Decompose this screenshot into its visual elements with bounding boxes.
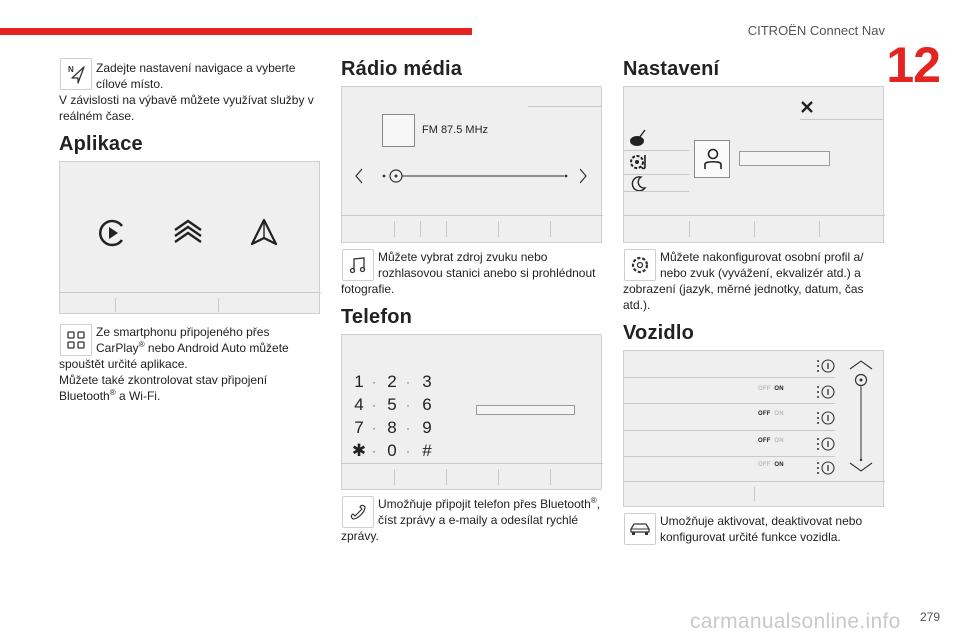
radio-tab-divider	[498, 221, 499, 237]
phone-handset-icon	[348, 502, 368, 522]
display-palette-icon	[628, 129, 648, 147]
telefon-text-line-1: Umožňuje připojit telefon přes Bluetooth®,	[378, 496, 601, 511]
dialpad-separator: ·	[372, 375, 376, 389]
dialpad-separator: ·	[372, 444, 376, 458]
nav-intro-line-1: Zadejte nastavení navigace a vyberte	[96, 61, 296, 75]
function-options-info-icon	[815, 384, 835, 400]
function-options-info-icon	[815, 358, 835, 374]
radio-tab-divider	[550, 221, 551, 237]
function-toggle-3: OFF ON	[758, 438, 784, 444]
vozidlo-row-divider	[624, 456, 835, 457]
function-options-info-icon	[815, 410, 835, 426]
navigation-north-arrow-icon	[65, 63, 87, 85]
radio-tab-divider	[420, 221, 421, 237]
nastaveni-text-line-4: atd.).	[623, 298, 651, 312]
dialpad-separator: ·	[372, 421, 376, 435]
nastaveni-screen-divider	[624, 215, 885, 216]
aplikace-text-line-3: spouštět určité aplikace.	[59, 357, 188, 371]
music-note-icon	[348, 255, 368, 275]
aplikace-text-line-1: Ze smartphonu připojeného přes	[96, 325, 270, 339]
dialpad-key-8: 8	[387, 418, 397, 437]
dialpad-key-0: 0	[387, 441, 397, 460]
dialpad-key-2: 2	[387, 372, 397, 391]
radio-screen-divider	[342, 215, 603, 216]
nastaveni-tab-divider	[819, 221, 820, 237]
radio-frequency-slider	[354, 167, 594, 185]
dialpad-key-7: 7	[354, 418, 364, 437]
dialpad-key-star: ✱	[351, 441, 367, 460]
vozidlo-screen	[623, 350, 884, 507]
vehicle-car-icon	[628, 519, 652, 539]
radio-text-line-1: Můžete vybrat zdroj zvuku nebo	[378, 250, 548, 264]
dialpad-separator: ·	[406, 398, 410, 412]
header-red-bar	[0, 28, 472, 35]
profile-tile	[694, 140, 730, 178]
phone-icon-box	[342, 496, 374, 528]
vozidlo-tab-divider	[754, 487, 755, 501]
section-title-telefon: Telefon	[341, 306, 413, 328]
nav-intro-line-4: reálném čase.	[59, 109, 135, 123]
section-title-nastaveni: Nastavení	[623, 58, 720, 80]
function-toggle-1: OFF ON	[758, 386, 784, 392]
dialpad-separator: ·	[406, 444, 410, 458]
dialpad-key-5: 5	[387, 395, 397, 414]
applications-icon-box	[60, 324, 92, 356]
navigation-icon-box	[60, 58, 92, 90]
telefon-tab-divider	[446, 469, 447, 485]
telefon-screen-divider	[342, 463, 603, 464]
vertical-scroll-slider	[848, 359, 874, 473]
radio-top-line	[528, 106, 602, 107]
aplikace-screen	[59, 161, 320, 314]
aplikace-tab-divider	[115, 298, 116, 312]
nav-intro-line-2: cílové místo.	[96, 77, 164, 91]
user-profile-icon	[703, 148, 723, 170]
radio-text-line-3: fotografie.	[341, 282, 395, 296]
dialpad-key-9: 9	[422, 418, 432, 437]
function-toggle-4: OFF ON	[758, 462, 784, 468]
nastaveni-tab-divider	[754, 221, 755, 237]
nastaveni-top-line	[800, 119, 884, 120]
dialpad-separator: ·	[406, 375, 410, 389]
nastaveni-screen	[623, 86, 884, 243]
vozidlo-row-divider	[624, 403, 835, 404]
nastaveni-text-line-1: Můžete nakonfigurovat osobní profil a/	[660, 250, 864, 264]
music-icon-box	[342, 249, 374, 281]
dialpad-key-4: 4	[354, 395, 364, 414]
radio-screen	[341, 86, 602, 243]
page-number: 279	[919, 610, 940, 624]
radio-station-frequency: FM 87.5 MHz	[422, 124, 489, 136]
nastaveni-text-line-2: nebo zvuk (vyvážení, ekvalizér atd.) a	[660, 266, 861, 280]
settings-gear-icon	[629, 254, 651, 276]
section-title-aplikace: Aplikace	[59, 133, 143, 155]
nav-intro-line-3: V závislosti na výbavě můžete využívat služby v	[59, 93, 314, 107]
telefon-tab-divider	[498, 469, 499, 485]
dialpad-key-3: 3	[422, 372, 432, 391]
aplikace-screen-divider	[60, 292, 321, 293]
watermark-text: carmanualsonline.info	[690, 610, 901, 633]
settings-icon-box	[624, 249, 656, 281]
section-title-vozidlo: Vozidlo	[623, 322, 695, 344]
vozidlo-text-line-2: konfigurovat určité funkce vozidla.	[660, 530, 841, 544]
vozidlo-screen-divider	[624, 481, 885, 482]
radio-tab-divider	[446, 221, 447, 237]
function-options-info-icon	[815, 460, 835, 476]
telefon-text-line-2: číst zprávy a e-maily a odesílat rychlé	[378, 513, 579, 527]
dialpad-separator: ·	[406, 421, 410, 435]
dialpad-key-6: 6	[422, 395, 432, 414]
citroen-chevrons-icon	[171, 217, 205, 249]
telefon-tab-divider	[394, 469, 395, 485]
vozidlo-row-divider	[624, 430, 835, 431]
vozidlo-text-line-1: Umožňuje aktivovat, deaktivovat nebo	[660, 514, 863, 528]
telefon-tab-divider	[550, 469, 551, 485]
applications-grid-icon	[66, 330, 86, 350]
aplikace-text-line-2: CarPlay® nebo Android Auto můžete	[96, 340, 289, 355]
dialpad-separator: ·	[372, 398, 376, 412]
phone-number-field	[476, 405, 575, 415]
svg-text:N: N	[68, 65, 74, 74]
nastaveni-text-line-3: zobrazení (jazyk, měrné jednotky, datum, čas	[623, 282, 864, 296]
dialpad-key-1: 1	[354, 372, 364, 391]
settings-menu-divider	[624, 150, 689, 151]
carplay-icon	[96, 217, 128, 249]
aplikace-tab-divider	[218, 298, 219, 312]
telefon-screen	[341, 334, 602, 490]
vehicle-icon-box	[624, 513, 656, 545]
telefon-text-line-3: zprávy.	[341, 529, 379, 543]
dialpad-key-hash: #	[422, 441, 432, 460]
radio-tab-divider	[394, 221, 395, 237]
aplikace-text-line-5: Bluetooth® a Wi-Fi.	[59, 388, 161, 403]
settings-menu-divider	[624, 191, 689, 192]
aplikace-text-line-4: Můžete také zkontrolovat stav připojení	[59, 373, 268, 387]
function-toggle-2: OFF ON	[758, 411, 784, 417]
audio-settings-gear-icon	[628, 152, 652, 172]
profile-name-field	[739, 151, 830, 166]
nastaveni-tab-divider	[689, 221, 690, 237]
chapter-number: 12	[886, 37, 940, 93]
close-icon	[800, 100, 814, 114]
radio-album-art	[382, 114, 415, 147]
android-auto-icon	[248, 217, 280, 249]
function-options-info-icon	[815, 436, 835, 452]
section-title-radio: Rádio média	[341, 58, 463, 80]
vozidlo-row-divider	[624, 377, 835, 378]
brand-title: CITROËN Connect Nav	[747, 23, 885, 38]
radio-text-line-2: rozhlasovou stanici anebo si prohlédnout	[378, 266, 596, 280]
